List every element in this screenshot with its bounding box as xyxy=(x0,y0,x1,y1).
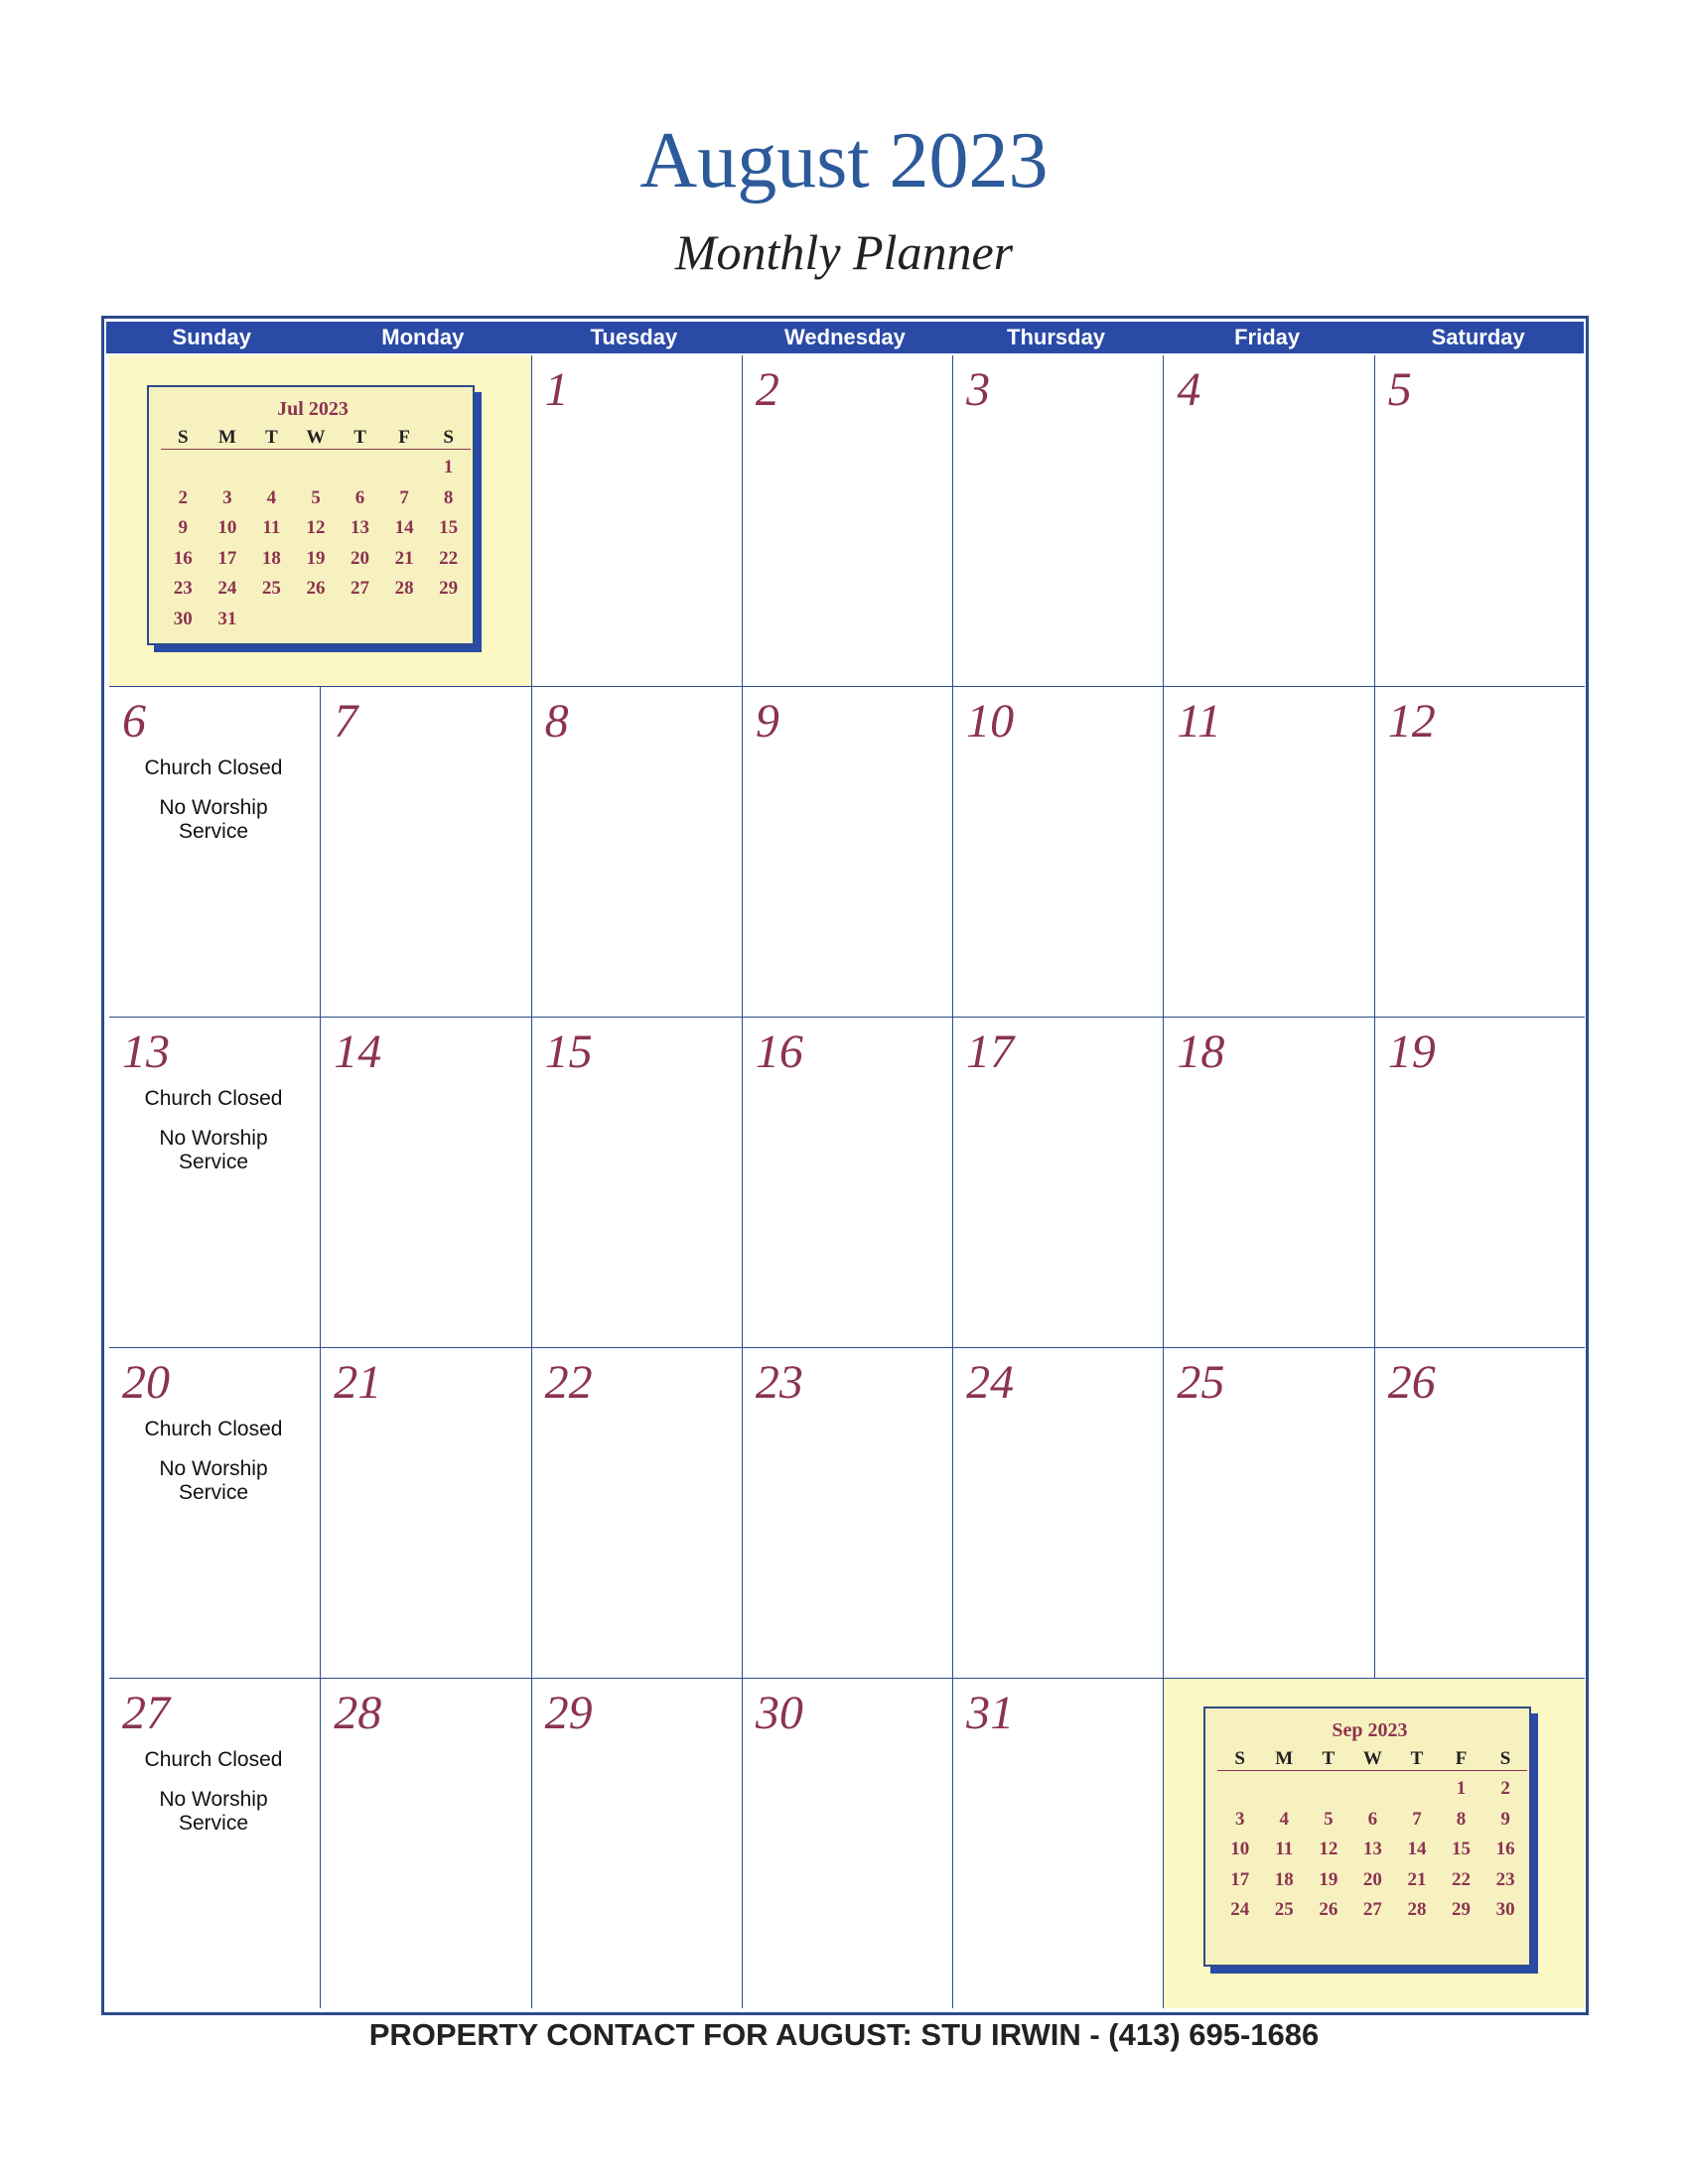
mini-calendar-day-header: M xyxy=(217,427,236,448)
mini-calendar-day-headers xyxy=(161,427,471,450)
page-title: August 2023 xyxy=(639,117,1049,205)
mini-calendar-date: 28 xyxy=(394,578,414,599)
day-cell[interactable] xyxy=(952,686,1163,1017)
mini-calendar-title: Sep 2023 xyxy=(1332,1719,1408,1741)
day-number: 4 xyxy=(1177,363,1201,416)
day-number: 31 xyxy=(966,1687,1015,1739)
mini-calendar-date: 4 xyxy=(1279,1808,1290,1830)
day-number: 27 xyxy=(122,1687,170,1739)
mini-calendar-date: 13 xyxy=(1362,1839,1382,1859)
mini-calendar-date: 10 xyxy=(217,517,237,538)
mini-calendar-date: 30 xyxy=(173,608,193,629)
mini-calendar-date xyxy=(1350,1778,1395,1800)
day-number: 5 xyxy=(1387,363,1412,416)
mini-calendar-date xyxy=(294,457,339,478)
mini-calendar-date: 31 xyxy=(217,608,237,629)
day-number: 25 xyxy=(1177,1356,1225,1409)
mini-calendar-date: 27 xyxy=(351,578,370,599)
mini-calendar-date: 20 xyxy=(1362,1868,1382,1890)
mini-calendar-date: 19 xyxy=(1319,1868,1338,1890)
mini-calendar-date: 3 xyxy=(1234,1808,1245,1830)
mini-calendar-day-header: F xyxy=(398,427,410,448)
mini-calendar-date: 15 xyxy=(439,517,459,538)
mini-calendar-date: 27 xyxy=(1362,1899,1382,1920)
mini-calendar-date: 10 xyxy=(1230,1839,1250,1859)
mini-calendar-date: 26 xyxy=(1319,1899,1338,1920)
day-cell[interactable] xyxy=(1374,686,1585,1017)
mini-calendar-date: 7 xyxy=(1412,1808,1422,1830)
mini-calendar-date: 23 xyxy=(1495,1868,1515,1890)
day-cell[interactable] xyxy=(531,1017,742,1347)
day-cell[interactable] xyxy=(742,1017,952,1347)
mini-calendar-date: 7 xyxy=(399,486,409,508)
mini-calendar-date: 11 xyxy=(262,517,281,538)
mini-calendar-date: 14 xyxy=(394,517,414,538)
day-number: 12 xyxy=(1387,695,1436,748)
day-number: 6 xyxy=(122,695,146,748)
day-cell[interactable] xyxy=(952,1678,1163,2008)
mini-calendar-date: 6 xyxy=(1367,1808,1378,1830)
mini-calendar-day-header: T xyxy=(353,427,366,448)
weekday-wednesday: Wednesday xyxy=(784,325,906,349)
day-number: 9 xyxy=(755,695,779,748)
day-number: 21 xyxy=(334,1356,382,1409)
mini-calendar-day-header: S xyxy=(177,427,189,448)
day-cell[interactable] xyxy=(742,355,952,686)
mini-calendar-date: 4 xyxy=(266,486,277,508)
mini-calendar-week xyxy=(161,457,471,478)
mini-calendar-date: 29 xyxy=(1452,1899,1472,1920)
day-cell[interactable] xyxy=(1163,355,1373,686)
mini-calendar-date: 14 xyxy=(1407,1839,1427,1859)
mini-calendar-date: 8 xyxy=(1456,1808,1467,1830)
day-number: 22 xyxy=(544,1356,593,1409)
mini-calendar-date: 24 xyxy=(217,578,237,599)
event-note: Church Closed xyxy=(144,1418,283,1440)
day-cell[interactable] xyxy=(320,686,530,1017)
mini-calendar-date: 18 xyxy=(1274,1868,1294,1890)
day-number: 7 xyxy=(334,695,358,748)
mini-calendar-date: 9 xyxy=(178,517,189,538)
mini-calendar-week xyxy=(1217,1778,1527,1800)
mini-calendar-date: 29 xyxy=(439,578,459,599)
day-number: 10 xyxy=(966,695,1015,748)
mini-calendar-date: 18 xyxy=(261,547,281,569)
mini-calendar-date: 1 xyxy=(443,457,454,478)
mini-calendar-date: 28 xyxy=(1407,1899,1427,1920)
day-cell[interactable] xyxy=(531,1347,742,1678)
mini-calendar-week xyxy=(1217,1839,1527,1860)
mini-calendar-date: 21 xyxy=(1407,1868,1427,1890)
day-cell[interactable] xyxy=(320,1017,530,1347)
mini-calendar-date: 24 xyxy=(1230,1899,1250,1920)
weekday-monday: Monday xyxy=(381,325,465,349)
day-cell[interactable] xyxy=(1163,686,1373,1017)
day-number: 3 xyxy=(966,363,991,416)
day-cell[interactable] xyxy=(952,1347,1163,1678)
day-number: 29 xyxy=(544,1687,593,1739)
mini-calendar-date xyxy=(249,609,294,630)
mini-calendar-date: 26 xyxy=(306,578,326,599)
day-number: 23 xyxy=(755,1356,803,1409)
mini-calendar-date: 2 xyxy=(178,486,189,508)
day-cell[interactable] xyxy=(531,686,742,1017)
property-contact-footer: PROPERTY CONTACT FOR AUGUST: STU IRWIN - (413) 695-1686 xyxy=(368,2017,1320,2052)
weekday-tuesday: Tuesday xyxy=(590,325,678,349)
page-subtitle: Monthly Planner xyxy=(674,224,1014,280)
mini-calendar-body xyxy=(1203,1706,1531,1967)
mini-calendar-day-header: T xyxy=(1322,1748,1336,1769)
mini-calendar-date: 30 xyxy=(1495,1899,1515,1920)
weekday-header xyxy=(106,322,1584,353)
weekday-saturday: Saturday xyxy=(1431,325,1525,349)
mini-calendar-week xyxy=(161,487,471,509)
calendar-grid xyxy=(109,355,1585,2008)
mini-calendar-date: 13 xyxy=(351,517,370,538)
day-cell[interactable] xyxy=(109,1678,320,2008)
mini-calendar-date: 22 xyxy=(439,547,459,569)
event-note: Church Closed xyxy=(144,1748,283,1771)
mini-calendar-week xyxy=(1217,1869,1527,1891)
day-number: 13 xyxy=(122,1025,170,1078)
mini-calendar-week xyxy=(161,548,471,570)
day-number: 8 xyxy=(544,695,569,748)
mini-calendar-date: 16 xyxy=(173,547,193,569)
mini-calendar-day-header: S xyxy=(1234,1748,1245,1769)
mini-calendar-day-header: F xyxy=(1455,1748,1468,1769)
prev-month-mini-calendar xyxy=(147,385,477,647)
day-cell[interactable] xyxy=(531,1678,742,2008)
event-note: Church Closed xyxy=(144,756,283,779)
event-note: Church Closed xyxy=(144,1087,283,1110)
mini-calendar-day-header: T xyxy=(265,427,278,448)
mini-calendar-date: 5 xyxy=(1324,1808,1334,1830)
mini-calendar-day-header: W xyxy=(1362,1748,1382,1769)
mini-calendar-date xyxy=(338,457,382,478)
day-cell[interactable] xyxy=(742,1347,952,1678)
event-note: No Worship Service xyxy=(159,1788,268,1835)
mini-calendar-date: 20 xyxy=(351,547,370,569)
mini-calendar-date xyxy=(206,457,250,478)
day-number: 28 xyxy=(334,1687,382,1739)
event-note: No Worship Service xyxy=(159,1127,268,1173)
mini-calendar-day-header: M xyxy=(1275,1748,1294,1769)
mini-calendar-date: 15 xyxy=(1452,1839,1472,1859)
mini-calendar-date: 16 xyxy=(1495,1839,1515,1859)
calendar-frame xyxy=(101,316,1589,2015)
day-number: 15 xyxy=(544,1025,593,1078)
day-number: 1 xyxy=(544,363,569,416)
day-number: 17 xyxy=(966,1025,1015,1078)
weekday-sunday: Sunday xyxy=(172,325,252,349)
event-note: No Worship Service xyxy=(159,1457,268,1504)
event-note: No Worship Service xyxy=(159,796,268,843)
day-cell[interactable] xyxy=(109,686,320,1017)
mini-calendar-date xyxy=(1262,1778,1307,1800)
day-number: 11 xyxy=(1177,695,1221,748)
mini-calendar-title: Jul 2023 xyxy=(277,398,349,420)
mini-calendar-week xyxy=(1217,1899,1527,1921)
day-cell[interactable] xyxy=(952,1017,1163,1347)
day-number: 20 xyxy=(122,1356,170,1409)
mini-calendar-date: 5 xyxy=(311,486,321,508)
day-number: 26 xyxy=(1387,1356,1436,1409)
mini-calendar-date: 8 xyxy=(443,486,454,508)
mini-calendar-date xyxy=(294,609,339,630)
day-cell[interactable] xyxy=(320,1347,530,1678)
mini-calendar-week xyxy=(161,578,471,600)
day-cell[interactable] xyxy=(1374,355,1585,686)
mini-calendar-date: 19 xyxy=(306,547,326,569)
mini-calendar-date: 17 xyxy=(217,547,237,569)
mini-calendar-date xyxy=(249,457,294,478)
mini-calendar-date: 21 xyxy=(394,547,414,569)
mini-calendar-date: 9 xyxy=(1500,1808,1510,1830)
next-month-mini-calendar xyxy=(1203,1706,1533,1969)
day-number: 16 xyxy=(755,1025,803,1078)
mini-calendar-date: 23 xyxy=(173,578,193,599)
mini-calendar-week xyxy=(161,609,471,630)
day-cell[interactable] xyxy=(531,355,742,686)
day-number: 2 xyxy=(755,363,779,416)
mini-calendar-date: 12 xyxy=(1319,1839,1338,1859)
day-cell[interactable] xyxy=(1374,1017,1585,1347)
day-cell[interactable] xyxy=(952,355,1163,686)
mini-calendar-date xyxy=(338,609,382,630)
mini-calendar-date: 22 xyxy=(1452,1868,1472,1890)
mini-calendar-day-header: S xyxy=(443,427,454,448)
weekday-thursday: Thursday xyxy=(1007,325,1106,349)
mini-calendar-date: 25 xyxy=(1274,1899,1294,1920)
mini-calendar-week xyxy=(1217,1809,1527,1831)
mini-calendar-date: 25 xyxy=(261,578,281,599)
day-cell[interactable] xyxy=(1163,1347,1373,1678)
day-number: 18 xyxy=(1177,1025,1225,1078)
next-month-panel xyxy=(1163,1678,1585,2008)
day-number: 14 xyxy=(334,1025,382,1078)
mini-calendar-date: 11 xyxy=(1275,1839,1294,1859)
mini-calendar-date xyxy=(1217,1778,1262,1800)
mini-calendar-week xyxy=(161,517,471,539)
mini-calendar-date: 17 xyxy=(1230,1868,1250,1890)
mini-calendar-date: 3 xyxy=(222,486,232,508)
day-cell[interactable] xyxy=(742,1678,952,2008)
day-cell[interactable] xyxy=(320,1678,530,2008)
mini-calendar-date: 1 xyxy=(1456,1778,1467,1799)
mini-calendar-date: 2 xyxy=(1500,1778,1510,1799)
day-number: 19 xyxy=(1387,1025,1436,1078)
mini-calendar-date: 12 xyxy=(306,517,326,538)
mini-calendar-day-header: T xyxy=(1410,1748,1424,1769)
mini-calendar-date xyxy=(161,457,206,478)
day-cell[interactable] xyxy=(1374,1347,1585,1678)
day-cell[interactable] xyxy=(109,1017,320,1347)
weekday-friday: Friday xyxy=(1234,325,1301,349)
mini-calendar-date xyxy=(382,457,427,478)
day-number: 30 xyxy=(755,1687,803,1739)
mini-calendar-date xyxy=(382,609,427,630)
mini-calendar-date: 6 xyxy=(354,486,365,508)
mini-calendar-date xyxy=(426,609,471,630)
mini-calendar-date xyxy=(1307,1778,1351,1800)
mini-calendar-day-header: W xyxy=(306,427,326,448)
day-cell[interactable] xyxy=(742,686,952,1017)
day-number: 24 xyxy=(966,1356,1015,1409)
mini-calendar-day-header: S xyxy=(1499,1748,1511,1769)
day-cell[interactable] xyxy=(109,1347,320,1678)
mini-calendar-date xyxy=(1395,1778,1440,1800)
prev-month-panel xyxy=(109,355,531,686)
mini-calendar-day-headers xyxy=(1217,1748,1527,1771)
mini-calendar-body xyxy=(147,385,475,645)
day-cell[interactable] xyxy=(1163,1017,1373,1347)
